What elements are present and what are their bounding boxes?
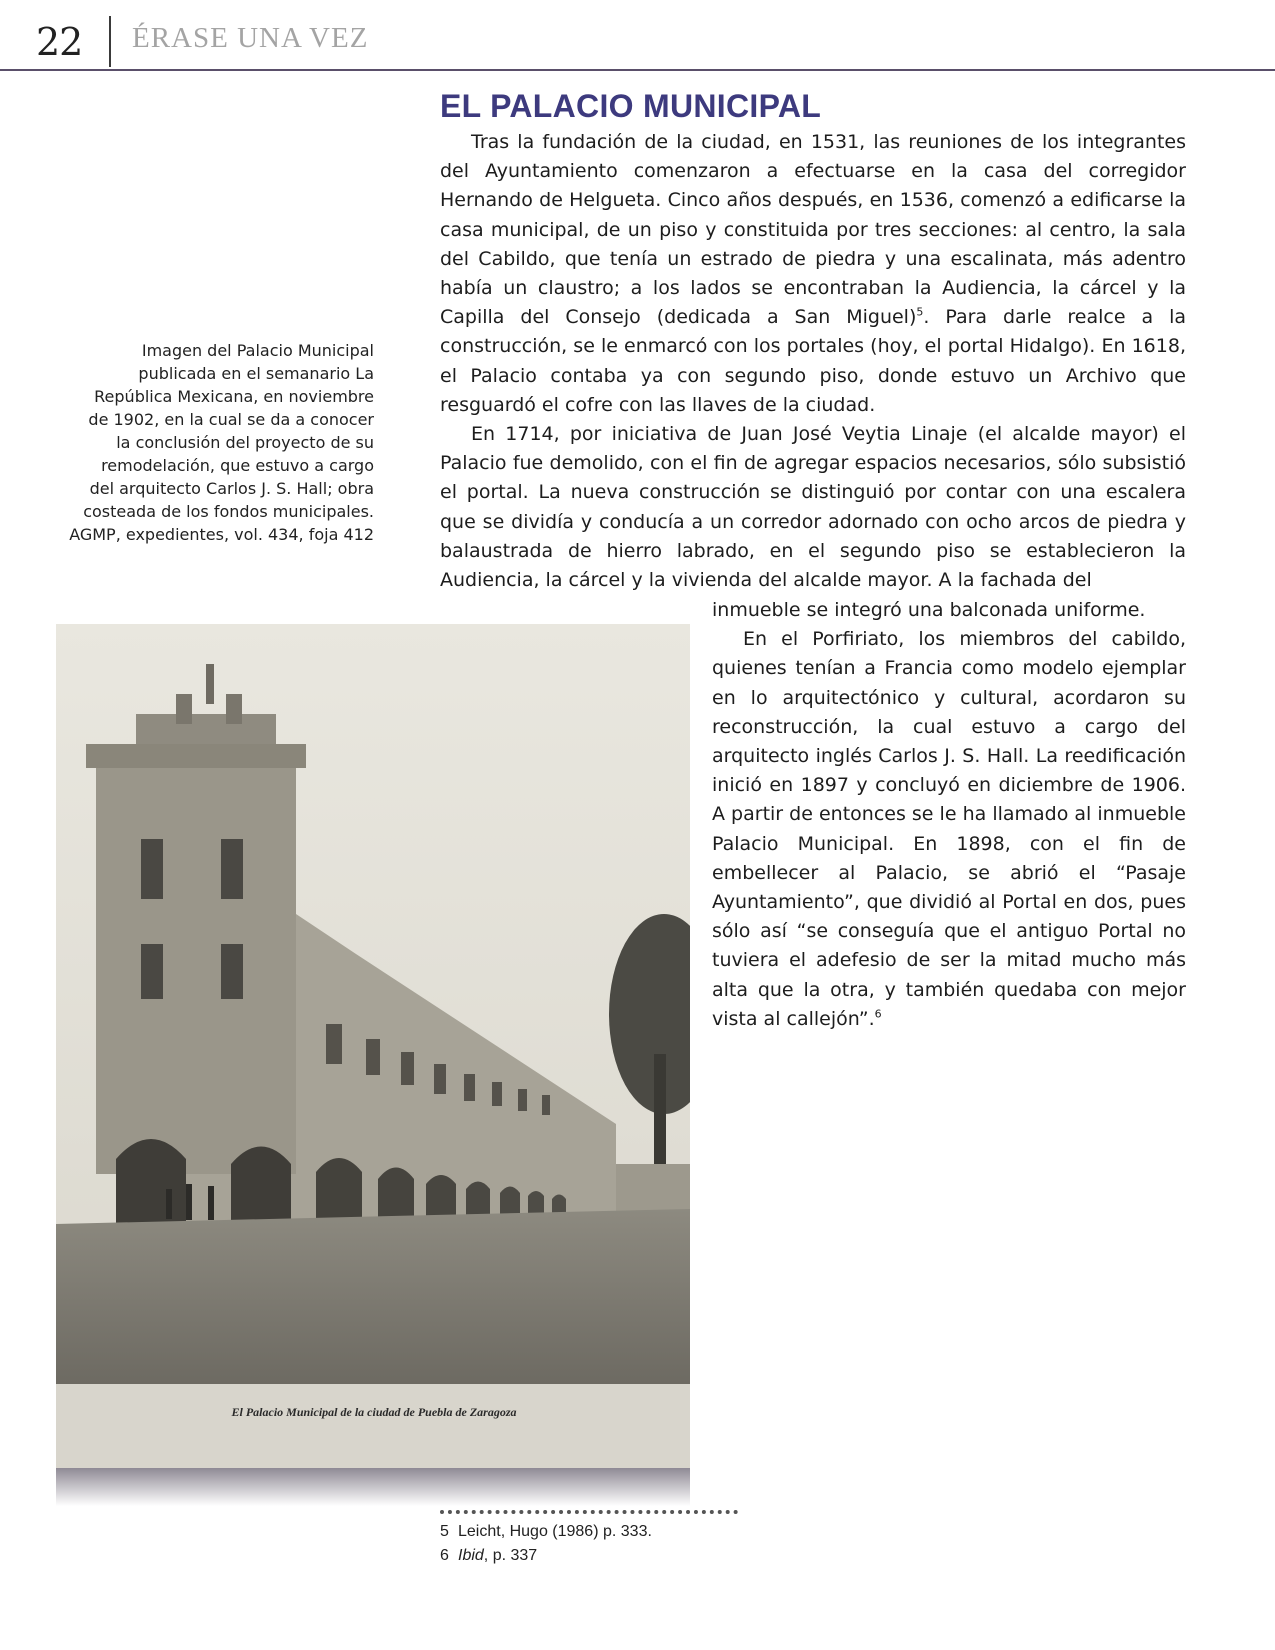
caption-line: AGMP, expedientes, vol. 434, foja 412 [69, 525, 374, 544]
header-divider [109, 16, 111, 67]
arcade-arch [116, 1139, 186, 1224]
footnote-number: 5 [440, 1523, 449, 1540]
paragraph-2 [440, 420, 1186, 595]
image-caption [62, 339, 374, 546]
footnote-text: , p. 337 [483, 1547, 538, 1564]
paragraph-1-text: Tras la fundación de la ciudad, en 1531, las reuniones de los integrantes del Ayuntamiento comenzaron a efectuarse en la casa del corregidor Hernando de Helgueta. Cinco años después, en 1536, comenzó a edificarse la casa municipal, de un piso y constituida por tres secciones: al centro, la sala del Cabildo, que tenía un estrado de piedra y una escalinata, más adentro había un claustro; a los lados se encontraban la Audiencia, la cárcel y la Capilla del Consejo (dedicada a San Miguel) [440, 131, 1186, 329]
body-text-narrow [712, 596, 1186, 1034]
photo-margin [56, 1384, 690, 1468]
photo-shadow [56, 1468, 690, 1506]
paragraph-2-continued: inmueble se integró una balconada uniforme. [712, 599, 1146, 621]
footnote-number: 6 [440, 1547, 449, 1564]
caption-line: República Mexicana, en noviembre [94, 387, 374, 406]
paragraph-1-text-after: . Para darle realce a la construcción, se le enmarcó con los portales (hoy, el portal Hidalgo). En 1618, el Palacio contaba ya con segundo piso, donde estuvo un Archivo que resguardó el cofre con las llaves de la ciudad. [440, 306, 1186, 416]
header-rule [0, 69, 1275, 71]
caption-line: Imagen del Palacio Municipal [141, 341, 374, 360]
footnote-text: Leicht, Hugo (1986) p. 333. [458, 1523, 652, 1540]
photo-illustration [56, 624, 690, 1468]
footnotes [440, 1520, 652, 1568]
page-number: 22 [36, 20, 83, 64]
paragraph-1 [440, 128, 1186, 420]
footnote-ref-5[interactable]: 5 [916, 305, 924, 319]
caption-line: costeada de los fondos municipales. [83, 502, 374, 521]
paragraph-2-text: En 1714, por iniciativa de Juan José Veytia Linaje (el alcalde mayor) el Palacio fue demolido, con el fin de agregar espacios necesarios, sólo subsistió el portal. La nueva construcción se distinguió por contar con una escalera que se dividía y conducía a un corredor adornado con ocho arcos de piedra y balaustrada de hierro labrado, en el segundo piso se establecieron la Audiencia, la cárcel y la vivienda del alcalde mayor. A la fachada del [440, 423, 1186, 592]
paragraph-3-text: En el Porfiriato, los miembros del cabildo, quienes tenían a Francia como modelo ejemplar en lo arquitectónico y cultural, acordaron su reconstrucción, la cual estuvo a cargo del arquitecto inglés Carlos J. S. Hall. La reedificación inició en 1897 y concluyó en diciembre de 1906. A partir de entonces se le ha llamado al inmueble Palacio Municipal. En 1898, con el fin de embellecer al Palacio, se abrió el “Pasaje Ayuntamiento”, que dividió al Portal en dos, pues sólo así “se conseguía que el antiguo Portal no tuviera el adefesio de ser la mitad mucho más alta que la otra, y también quedaba con mejor vista al callejón”. [712, 628, 1186, 1030]
photo-caption: El Palacio Municipal de la ciudad de Puebla de Zaragoza [231, 1405, 517, 1419]
caption-line: la conclusión del proyecto de su [116, 433, 374, 452]
tower [96, 754, 296, 1174]
caption-line: remodelación, que estuvo a cargo [101, 456, 374, 475]
section-title: EL PALACIO MUNICIPAL [440, 88, 822, 124]
footnote-5 [440, 1520, 652, 1544]
paragraph-3 [712, 625, 1186, 1034]
footnote-6 [440, 1544, 652, 1568]
footnote-italic: Ibid [458, 1547, 484, 1564]
palacio-municipal-photo [56, 624, 690, 1468]
footnote-rule [440, 1510, 738, 1514]
footnote-ref-6[interactable]: 6 [874, 1007, 882, 1021]
caption-line: publicada en el semanario La [138, 364, 374, 383]
running-title: ÉRASE UNA VEZ [132, 22, 369, 54]
body-text-wide [440, 128, 1186, 595]
caption-line: de 1902, en la cual se da a conocer [88, 410, 374, 429]
caption-line: del arquitecto Carlos J. S. Hall; obra [89, 479, 374, 498]
plaza-ground [56, 1209, 690, 1384]
